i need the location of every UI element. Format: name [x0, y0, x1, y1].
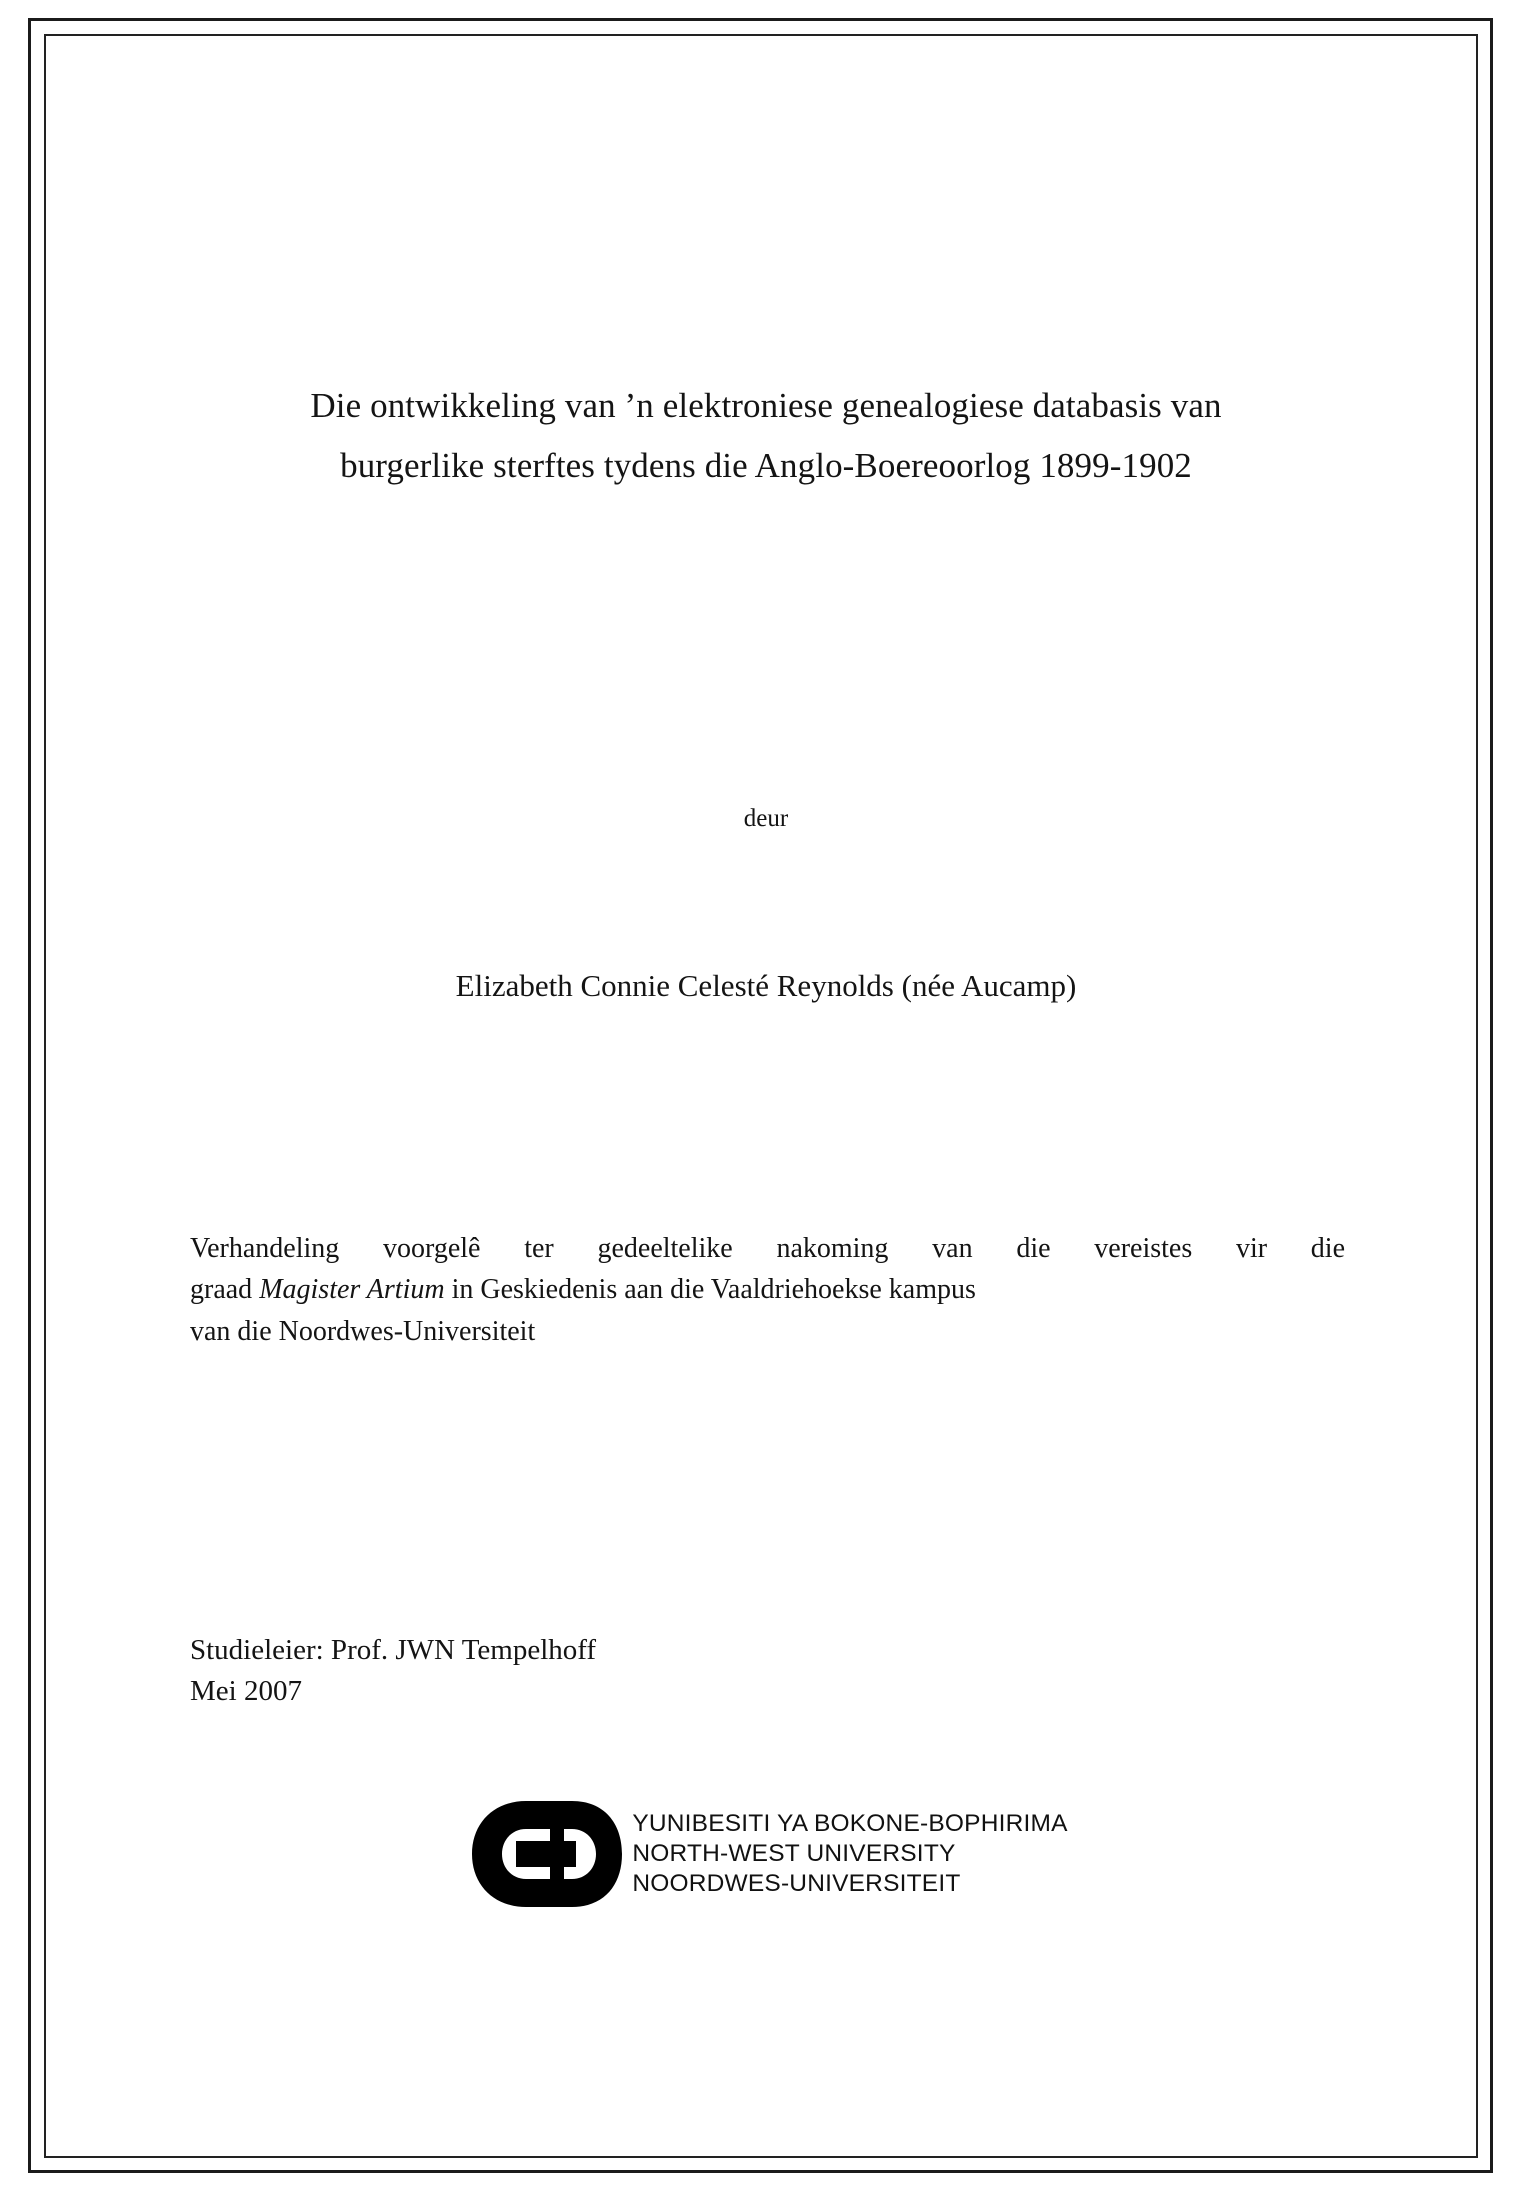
logo-line-3: NOORDWES-UNIVERSITEIT: [632, 1869, 961, 1897]
title-line-2: burgerlike sterftes tydens die Anglo-Boereoorlog 1899-1902: [340, 446, 1192, 486]
degree-name: Magister Artium: [259, 1274, 445, 1306]
logo-line-1: YUNIBESITI YA BOKONE-BOPHIRIMA: [632, 1810, 1068, 1838]
submission-line-2-prefix: graad: [190, 1274, 260, 1306]
university-logo: [186, 1795, 1346, 1913]
submission-line-2: [190, 1269, 1345, 1310]
by-label: deur: [743, 805, 789, 832]
logo-line-2: NORTH-WEST UNIVERSITY: [632, 1840, 956, 1868]
page-title: [186, 376, 1346, 496]
submission-line-2-suffix: in Geskiedenis aan die Vaaldriehoekse kampus: [444, 1274, 976, 1306]
date-line: Mei 2007: [190, 1675, 302, 1708]
supervisor-block: [190, 1630, 1190, 1712]
title-line-1: Die ontwikkeling van ’n elektroniese genealogiese databasis van: [310, 386, 1222, 425]
author-name: Elizabeth Connie Celesté Reynolds (née Aucamp): [455, 968, 1077, 1003]
supervisor-line: Studieleier: Prof. JWN Tempelhoff: [190, 1634, 597, 1666]
university-logo-text: [632, 1809, 1067, 1899]
submission-statement: [190, 1228, 1345, 1352]
page-content: [186, 0, 1346, 2206]
submission-line-1: Verhandeling voorgelê ter gedeeltelike nakoming van die vereistes vir die: [190, 1233, 1345, 1264]
submission-line-3: van die Noordwes-Universiteit: [190, 1315, 536, 1347]
north-west-university-logo-mark-icon: [464, 1795, 622, 1913]
